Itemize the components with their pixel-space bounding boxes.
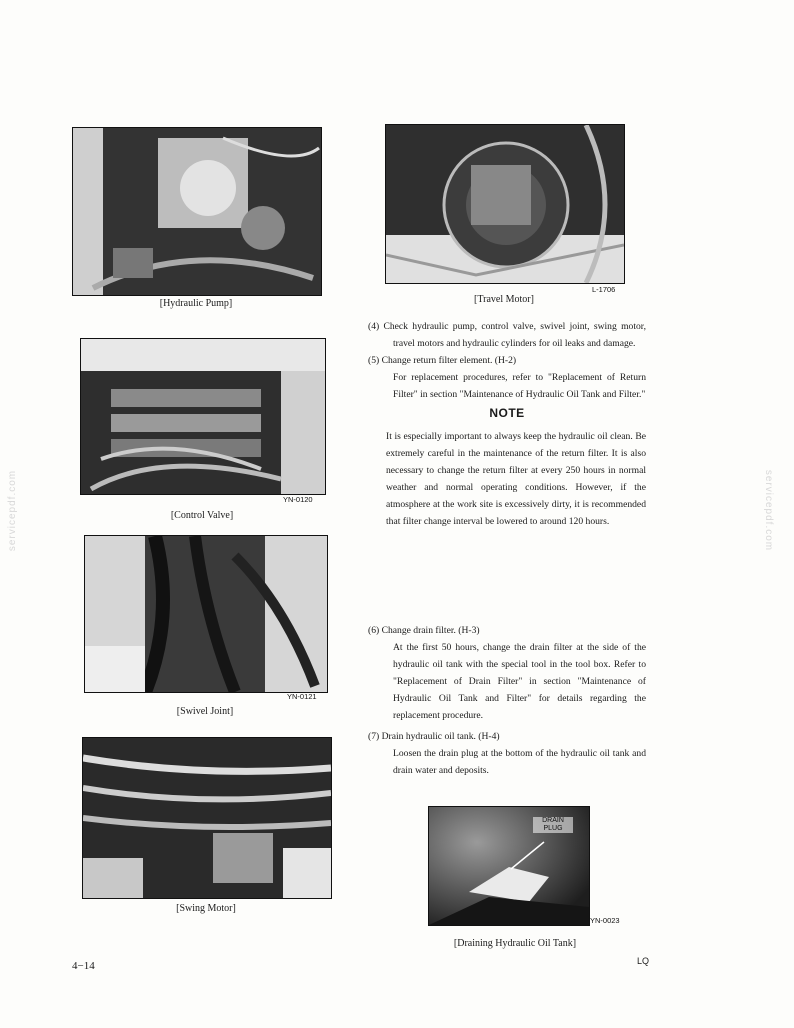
drain-caption: [Draining Hydraulic Oil Tank] (453, 938, 577, 949)
item-5-heading: (5) Change return filter element. (H-2) (368, 355, 517, 366)
maintenance-text-upper (368, 318, 646, 530)
maintenance-text-lower (368, 622, 646, 779)
watermark-left: servicepdf.com (7, 469, 19, 552)
item-6-body: At the first 50 hours, change the drain filter at the side of the hydraulic oil tank with the special tool in the tool box. Refer to "Replacement of Drain Filter" in section "Maintenance of Hydraulic Oil Tank and Filter" for details regarding the replacement procedure. (393, 642, 646, 721)
page-number: 4−14 (72, 960, 95, 972)
swivel-joint-caption: [Swivel Joint] (176, 706, 234, 717)
drain-plug-label: DRAIN PLUG (533, 817, 573, 833)
note-title: NOTE (489, 406, 525, 420)
note-body: It is especially important to always keep the hydraulic oil clean. Be extremely careful in the maintenance of the return filter. It is also necessary to change the return filter at every 250 hours in normal weather and normal operating conditions. However, if the atmosphere at the work site is excessively dirty, it is recommended that filter change interval be lowered to around 120 hours. (386, 431, 646, 527)
travel-motor-photo (385, 124, 625, 284)
control-valve-caption: [Control Valve] (170, 510, 234, 521)
item-5-body: For replacement procedures, refer to "Replacement of Return Filter" in section "Maintenance of Hydraulic Oil Tank and Filter." (393, 372, 646, 400)
item-4-text: (4) Check hydraulic pump, control valve, swivel joint, swing motor, travel motors and hydraulic cylinders for oil leaks and damage. (368, 321, 646, 349)
swing-motor-photo (82, 737, 332, 899)
page-mark: LQ (637, 956, 650, 966)
control-valve-photo (80, 338, 326, 495)
swivel-joint-code: YN-0121 (287, 692, 317, 701)
item-7-heading: (7) Drain hydraulic oil tank. (H-4) (368, 731, 500, 742)
swing-motor-caption: [Swing Motor] (176, 903, 236, 914)
travel-motor-caption: [Travel Motor] (474, 294, 534, 305)
drain-code: YN-0023 (590, 916, 620, 925)
item-7-body: Loosen the drain plug at the bottom of the hydraulic oil tank and drain water and deposits. (393, 748, 646, 776)
hydraulic-pump-photo (72, 127, 322, 296)
control-valve-code: YN-0120 (283, 495, 313, 504)
travel-motor-code: L-1706 (592, 285, 616, 294)
drain-photo (428, 806, 590, 926)
item-6-heading: (6) Change drain filter. (H-3) (368, 625, 480, 636)
swivel-joint-photo (84, 535, 328, 693)
hydraulic-pump-caption: [Hydraulic Pump] (159, 298, 233, 309)
watermark-right: servicepdf.com (763, 469, 775, 552)
